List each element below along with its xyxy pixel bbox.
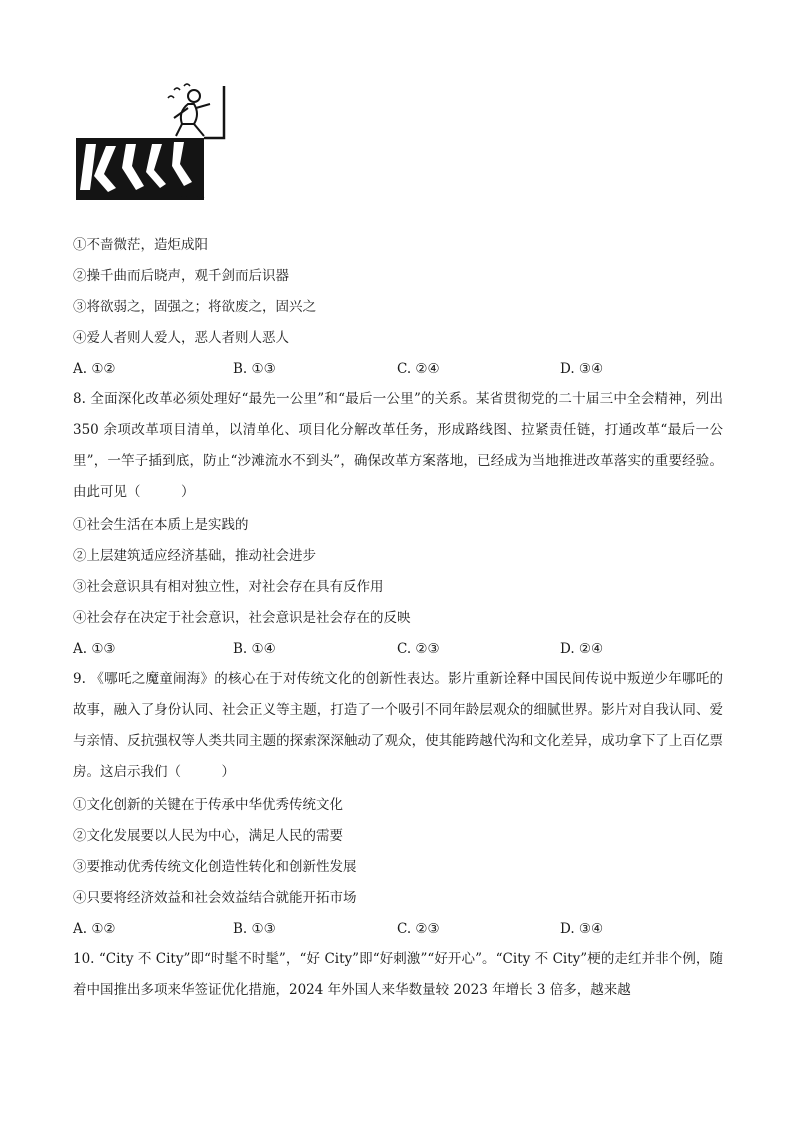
q8-item-4: ④社会存在决定于社会意识，社会意识是社会存在的反映: [73, 610, 411, 626]
q9-option-d: D. ③④: [560, 921, 604, 937]
q9-option-c: C. ②③: [397, 921, 440, 937]
q9-item-4: ④只要将经济效益和社会效益结合就能开拓市场: [73, 890, 357, 906]
q8-option-c: C. ②③: [397, 641, 440, 657]
q7-item-4: ④爱人者则人爱人，恶人者则人恶人: [73, 330, 289, 346]
cartoon-illustration: [76, 78, 230, 206]
q9-item-3: ③要推动优秀传统文化创造性转化和创新性发展: [73, 859, 357, 875]
q8-option-a: A. ①③: [73, 641, 116, 657]
q7-item-1: ①不啬微茫，造炬成阳: [73, 237, 208, 253]
q8-option-b: B. ①④: [233, 641, 276, 657]
q8-stem: 8. 全面深化改革必须处理好“最先一公里”和“最后一公里”的关系。某省贯彻党的二十届三中全会精神，列出 350 余项改革项目清单，以清单化、项目化分解改革任务，形成路线图、拉紧责任链，打通改革“最后一公里”，一竿子插到底，防止“沙滩流水不到头”，确保改革方案落地，已经成为当地推进改革落实的重要经验。由此可见（ ）: [73, 391, 723, 500]
q7-item-3: ③将欲弱之，固强之；将欲废之，固兴之: [73, 299, 316, 315]
q7-option-a: A. ①②: [73, 361, 116, 377]
q9-option-a: A. ①②: [73, 921, 116, 937]
q9-item-2: ②文化发展要以人民为中心，满足人民的需要: [73, 828, 343, 844]
q8-item-2: ②上层建筑适应经济基础，推动社会进步: [73, 548, 316, 564]
q9-option-b: B. ①③: [233, 921, 276, 937]
q7-item-2: ②操千曲而后晓声，观千剑而后识器: [73, 268, 289, 284]
q7-option-d: D. ③④: [560, 361, 604, 377]
q8-item-3: ③社会意识具有相对独立性，对社会存在具有反作用: [73, 579, 384, 595]
q7-option-c: C. ②④: [397, 361, 440, 377]
q9-item-1: ①文化创新的关键在于传承中华优秀传统文化: [73, 797, 343, 813]
q7-option-b: B. ①③: [233, 361, 276, 377]
q8-item-1: ①社会生活在本质上是实践的: [73, 517, 249, 533]
q10-stem: 10. “City 不 City”即“时髦不时髦”，“好 City”即“好刺激”“好开心”。“City 不 City”梗的走红并非个例，随着中国推出多项来华签证优化措施，2024 年外国人来华数量较 2023 年增长 3 倍多，越来越: [73, 951, 723, 998]
q9-stem: 9. 《哪吒之魔童闹海》的核心在于对传统文化的创新性表达。影片重新诠释中国民间传说中叛逆少年哪吒的故事，融入了身份认同、社会正义等主题，打造了一个吸引不同年龄层观众的细腻世界。影片对自我认同、爱与亲情、反抗强权等人类共同主题的探索深深触动了观众，使其能跨越代沟和文化差异，成功拿下了上百亿票房。这启示我们（ ）: [73, 671, 723, 780]
q8-option-d: D. ②④: [560, 641, 604, 657]
